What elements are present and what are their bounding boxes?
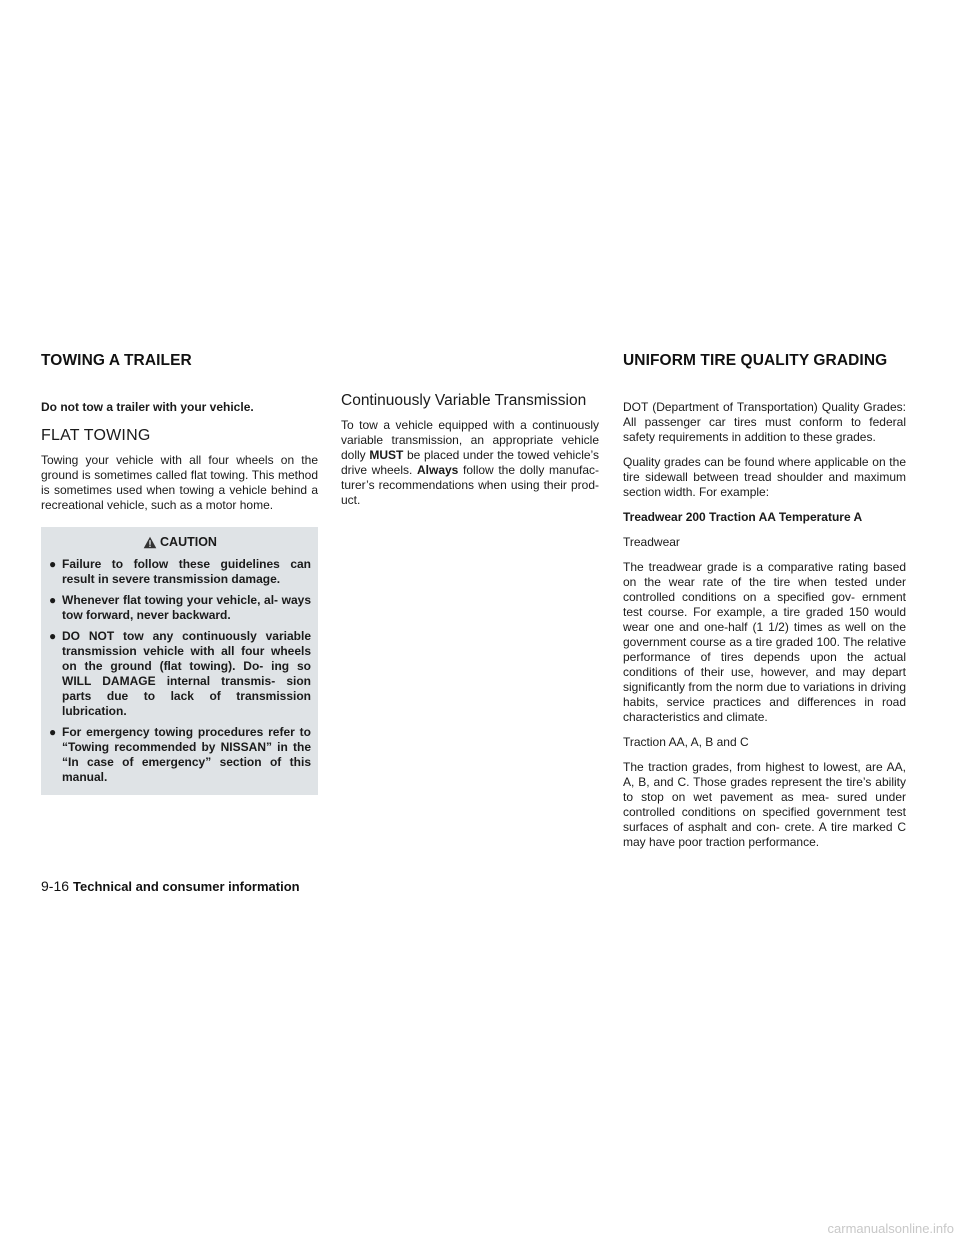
heading-cvt: Continuously Variable Transmission — [341, 392, 587, 409]
heading-flat-towing: FLAT TOWING — [41, 427, 151, 444]
caution-item: ● Whenever flat towing your vehicle, al- ways tow forward, never backward. — [49, 593, 311, 622]
caution-header — [49, 535, 311, 549]
bullet-icon: ● — [49, 593, 57, 607]
caution-title: CAUTION — [160, 535, 217, 549]
traction-paragraph: The traction grades, from highest to lowest, are AA, A, B, and C. Those grades represent the tire’s ability to stop on wet pavement as mea- sured under controlled conditions on specified government test surfaces of asphalt and con- crete. A tire marked C may have poor traction performance. — [623, 760, 906, 849]
cvt-paragraph: To tow a vehicle equipped with a continuously variable transmission, an appropriate vehicle dolly MUST be placed under the towed vehicle’s drive wheels. Always follow the dolly manufac- turer’s recommendations when using their prod- uct. — [341, 418, 600, 507]
section-title-tire-grading: UNIFORM TIRE QUALITY GRADING — [623, 352, 888, 369]
traction-label: Traction AA, A, B and C — [623, 735, 749, 749]
lead-warning: Do not tow a trailer with your vehicle. — [41, 400, 254, 414]
grade-example: Treadwear 200 Traction AA Temperature A — [623, 510, 863, 524]
bullet-icon: ● — [49, 725, 57, 739]
treadwear-label: Treadwear — [623, 535, 680, 549]
section-title-towing: TOWING A TRAILER — [41, 352, 192, 369]
bullet-icon: ● — [49, 557, 57, 571]
bullet-icon: ● — [49, 629, 57, 643]
caution-item: ● Failure to follow these guidelines can result in severe transmission damage. — [49, 557, 311, 586]
column-2 — [341, 392, 600, 518]
footer-section: Technical and consumer information — [73, 879, 300, 894]
page-number: 9-16 — [41, 878, 70, 894]
caution-box — [41, 527, 318, 795]
caution-item: ● DO NOT tow any continuously variable transmission vehicle with all four wheels on the ground (flat towing). Do- ing so WILL DAMAGE internal transmis- sion parts due to lack of transmission lubrication. — [49, 629, 311, 718]
warning-triangle-icon — [143, 536, 157, 549]
dot-paragraph: DOT (Department of Transportation) Quality Grades: All passenger car tires must conform to federal safety requirements in addition to these grades. — [623, 400, 906, 444]
column-1 — [41, 400, 318, 795]
sidewall-paragraph: Quality grades can be found where applicable on the tire sidewall between tread shoulder and maximum section width. For example: — [623, 455, 906, 499]
caution-item: ● For emergency towing procedures refer to “Towing recommended by NISSAN” in the “In case of emergency” section of this manual. — [49, 725, 311, 784]
page-footer — [41, 878, 300, 894]
column-3 — [623, 400, 906, 860]
caution-list — [49, 557, 311, 785]
watermark: carmanualsonline.info — [827, 1221, 954, 1236]
treadwear-paragraph: The treadwear grade is a comparative rating based on the wear rate of the tire when tested under controlled conditions on a specified gov- ernment test course. For example, a tire graded 150 would wear one and one-half (1 1/2) times as well on the government course as a tire graded 100. The relative performance of tires depends upon the actual conditions of their use, however, and may depart significantly from the norm due to variations in driving habits, service practices and differences in road characteristics and climate. — [623, 560, 906, 724]
flat-towing-paragraph: Towing your vehicle with all four wheels on the ground is sometimes called flat towing. This method is sometimes used when towing a vehicle behind a recreational vehicle, such as a motor home. — [41, 453, 318, 512]
